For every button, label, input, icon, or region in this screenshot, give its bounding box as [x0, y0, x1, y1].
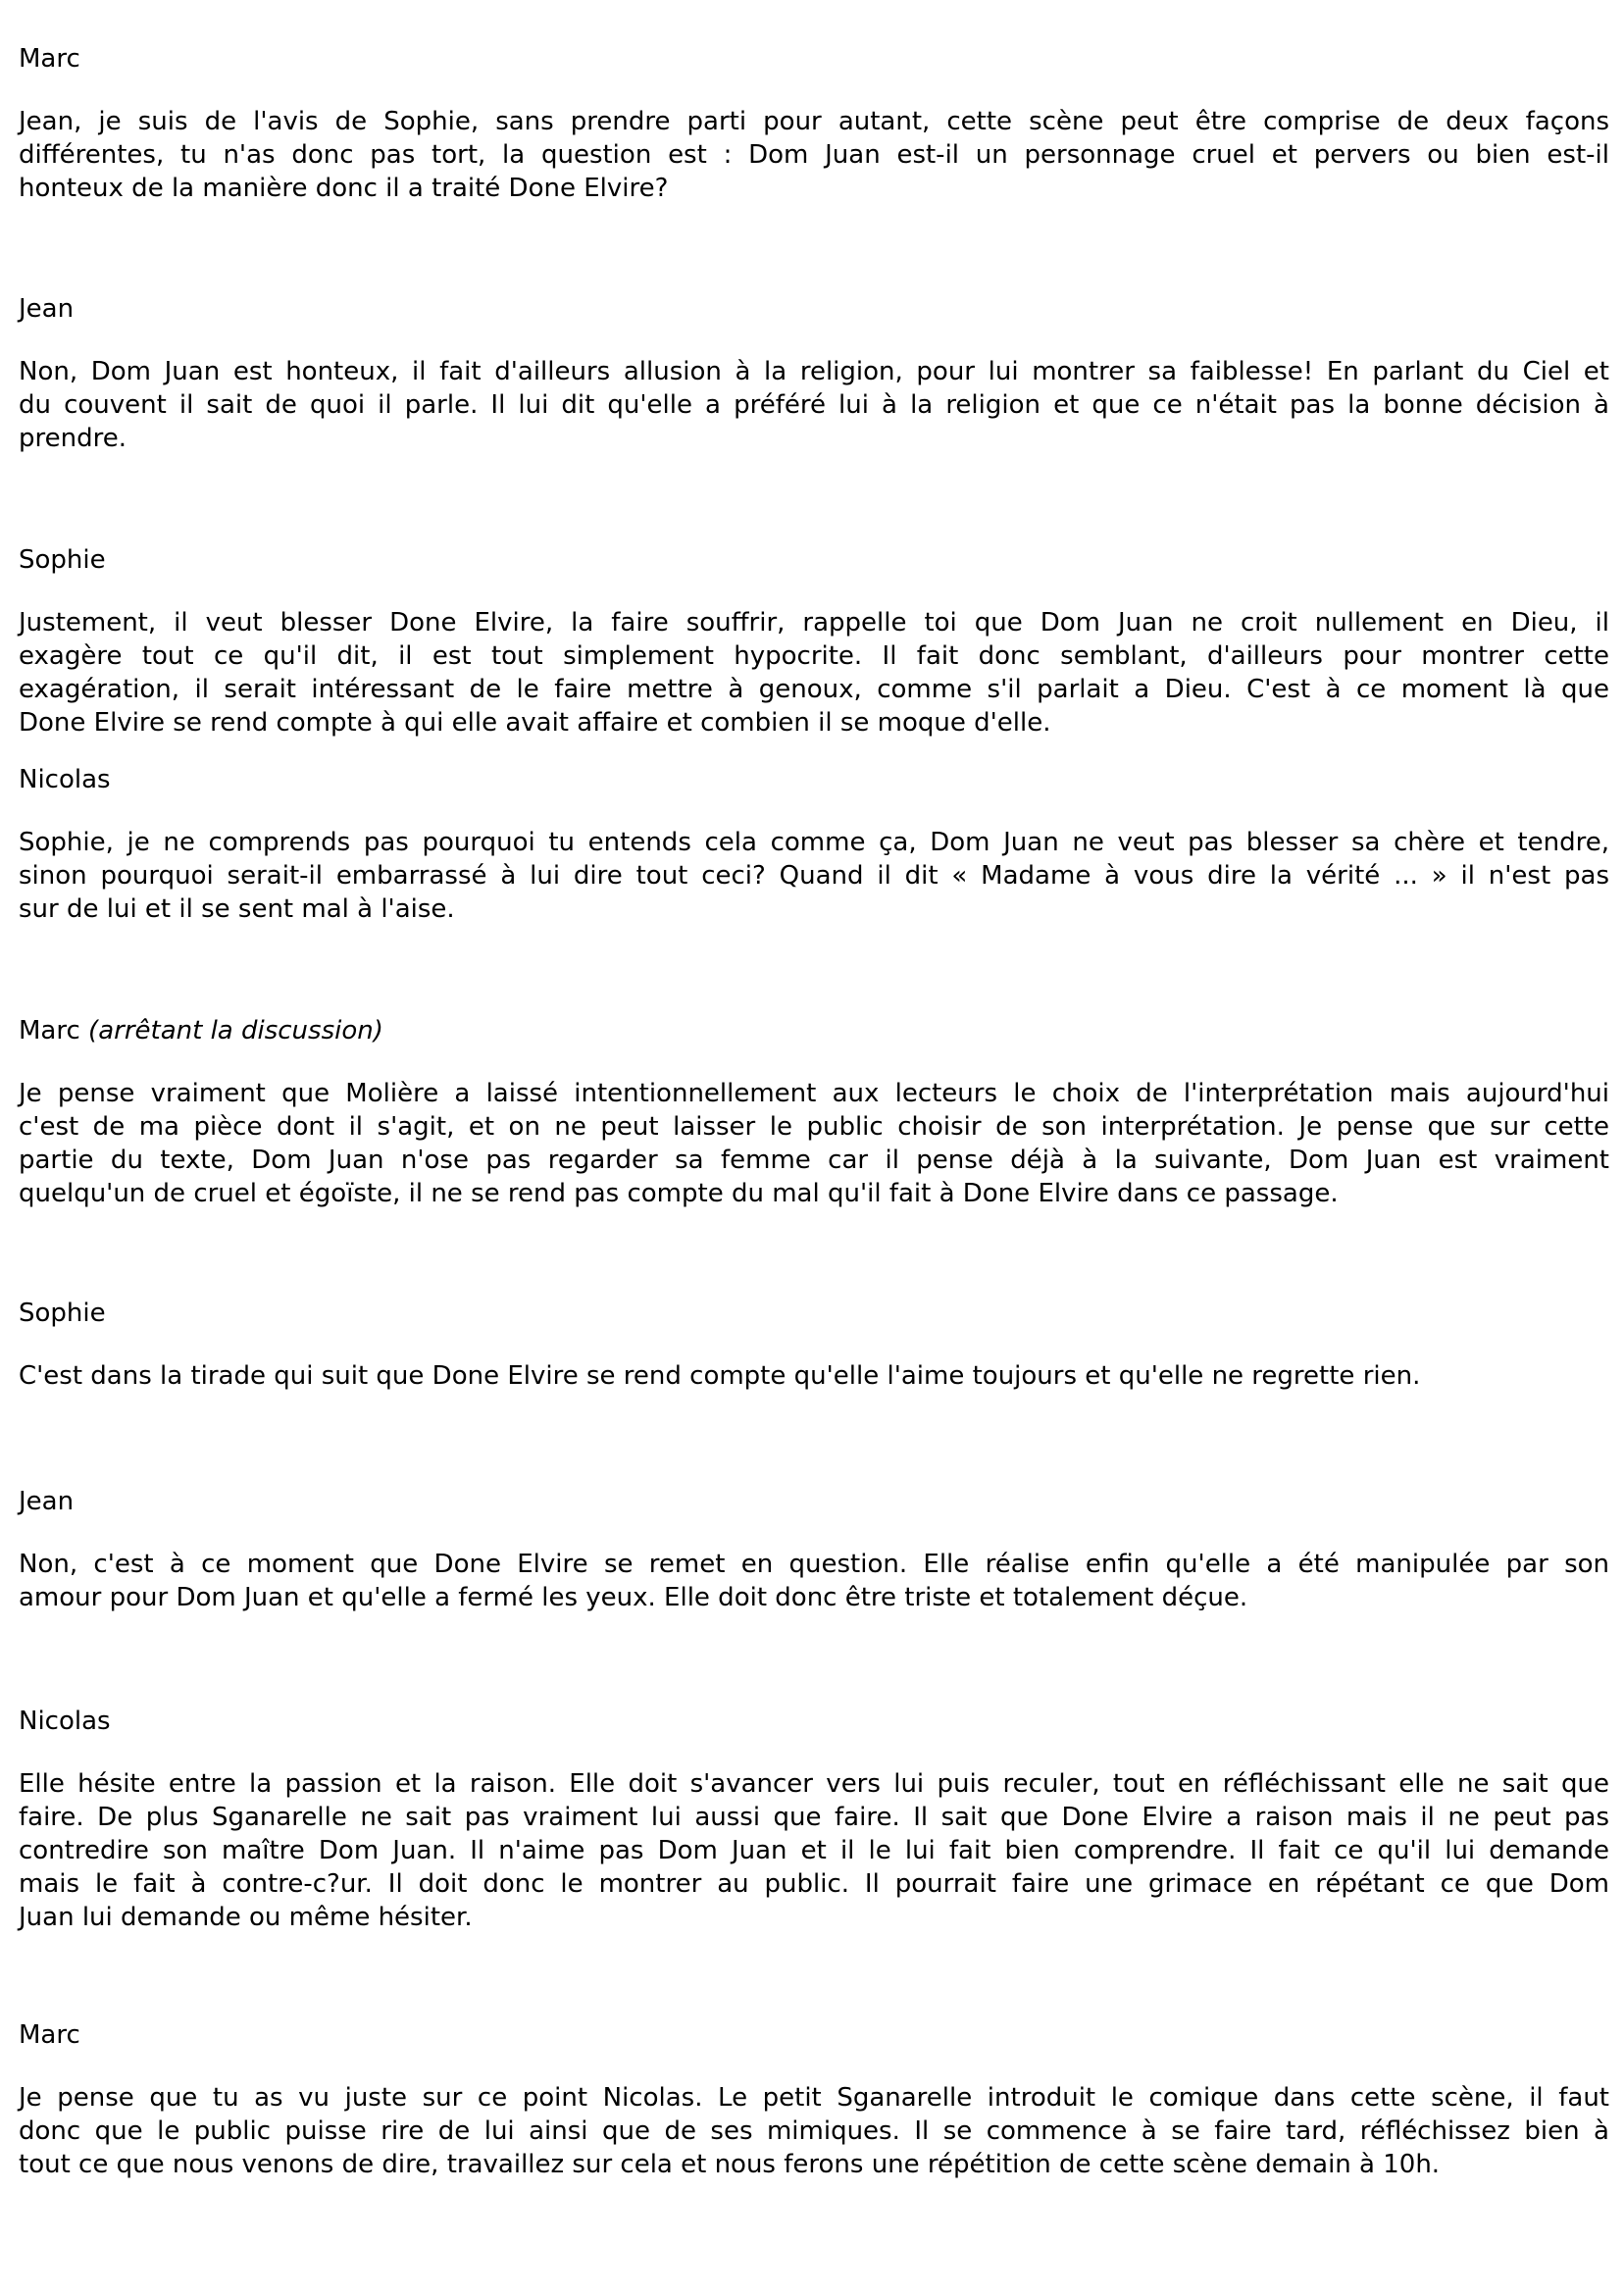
dialogue-paragraph	[19, 355, 1609, 455]
paragraph-line: mais le fait à contre-c?ur. Il doit donc le montrer au public. Il pourrait faire une grimace en répétant ce que Dom	[19, 1869, 1609, 1899]
dialogue-paragraph	[19, 1548, 1609, 1614]
dialogue-paragraph	[19, 1077, 1609, 1210]
paragraph-line: contredire son maître Dom Juan. Il n'aime pas Dom Juan et il le lui fait bien comprendre. Il fait ce qu'il lui demande	[19, 1836, 1609, 1865]
speaker-name: Sophie	[19, 1299, 106, 1328]
paragraph-line: Je pense vraiment que Molière a laissé intentionnellement aux lecteurs le choix de l'interprétation mais aujourd'hui	[19, 1079, 1609, 1108]
paragraph-line: prendre.	[19, 424, 127, 453]
paragraph-line: Jean, je suis de l'avis de Sophie, sans prendre parti pour autant, cette scène peut être comprise de deux façons	[19, 107, 1609, 136]
paragraph-line: Non, c'est à ce moment que Done Elvire se remet en question. Elle réalise enfin qu'elle a été manipulée par son	[19, 1550, 1609, 1579]
paragraph-line: honteux de la manière donc il a traité Done Elvire?	[19, 174, 669, 203]
paragraph-line: Sophie, je ne comprends pas pourquoi tu entends cela comme ça, Dom Juan ne veut pas blesser sa chère et tendre,	[19, 828, 1609, 857]
paragraph-line: tout ce que nous venons de dire, travaillez sur cela et nous ferons une répétition de cette scène demain à 10h.	[19, 2150, 1441, 2179]
speaker-name: Marc	[19, 44, 80, 74]
paragraph-line: exagération, il serait intéressant de le faire mettre à genoux, comme s'il parlait a Dieu. C'est à ce moment là que	[19, 675, 1609, 704]
speaker-name: Marc	[19, 2020, 80, 2050]
paragraph-line: différentes, tu n'as donc pas tort, la question est : Dom Juan est-il un personnage cruel et pervers ou bien est-il	[19, 140, 1609, 170]
paragraph-line: Elle hésite entre la passion et la raison. Elle doit s'avancer vers lui puis reculer, tout en réfléchissant elle ne sait que	[19, 1769, 1609, 1799]
paragraph-line: C'est dans la tirade qui suit que Done Elvire se rend compte qu'elle l'aime toujours et qu'elle ne regrette rien.	[19, 1361, 1421, 1391]
paragraph-line: partie du texte, Dom Juan n'ose pas regarder sa femme car il pense déjà à la suivante, Dom Juan est vraiment	[19, 1146, 1609, 1175]
paragraph-line: c'est de ma pièce dont il s'agit, et on ne peut laisser le public choisir de son interprétation. Je pense que sur cette	[19, 1112, 1609, 1142]
dialogue-paragraph	[19, 2081, 1609, 2181]
speaker-label: Marc	[19, 1016, 80, 1045]
dialogue-paragraph	[19, 826, 1609, 926]
paragraph-line: donc que le public puisse rire de lui ainsi que de ses mimiques. Il se commence à se faire tard, réfléchissez bien à	[19, 2116, 1609, 2146]
paragraph-line: Juan lui demande ou même hésiter.	[19, 1903, 473, 1932]
speaker-name: Jean	[19, 1487, 75, 1516]
paragraph-line: du couvent il sait de quoi il parle. Il lui dit qu'elle a préféré lui à la religion et que ce n'était pas la bonne décision à	[19, 390, 1609, 420]
speaker-name: Nicolas	[19, 1707, 111, 1736]
dialogue-paragraph	[19, 105, 1609, 205]
paragraph-line: Non, Dom Juan est honteux, il fait d'ailleurs allusion à la religion, pour lui montrer sa faiblesse! En parlant du Ciel et	[19, 357, 1609, 386]
paragraph-line: Je pense que tu as vu juste sur ce point Nicolas. Le petit Sganarelle introduit le comique dans cette scène, il faut	[19, 2083, 1609, 2113]
paragraph-line: faire. De plus Sganarelle ne sait pas vraiment lui aussi que faire. Il sait que Done Elvire a raison mais il ne peut pas	[19, 1803, 1609, 1832]
speaker-name: Jean	[19, 294, 75, 324]
paragraph-line: quelqu'un de cruel et égoïste, il ne se rend pas compte du mal qu'il fait à Done Elvire dans ce passage.	[19, 1179, 1339, 1208]
paragraph-line: amour pour Dom Juan et qu'elle a fermé les yeux. Elle doit donc être triste et totalement déçue.	[19, 1583, 1248, 1612]
paragraph-line: Justement, il veut blesser Done Elvire, la faire souffrir, rappelle toi que Dom Juan ne croit nullement en Dieu, il	[19, 608, 1609, 637]
speaker-name	[19, 1014, 383, 1047]
paragraph-line: sur de lui et il se sent mal à l'aise.	[19, 894, 455, 924]
dialogue-paragraph	[19, 1359, 1609, 1393]
speaker-name: Nicolas	[19, 765, 111, 794]
speaker-name: Sophie	[19, 545, 106, 575]
paragraph-line: Done Elvire se rend compte à qui elle avait affaire et combien il se moque d'elle.	[19, 708, 1051, 738]
dialogue-paragraph	[19, 1767, 1609, 1934]
dialogue-paragraph	[19, 606, 1609, 739]
paragraph-line: exagère tout ce qu'il dit, il est tout simplement hypocrite. Il fait donc semblant, d'ailleurs pour montrer cette	[19, 641, 1609, 671]
stage-direction: (arrêtant la discussion)	[88, 1016, 383, 1045]
paragraph-line: sinon pourquoi serait-il embarrassé à lui dire tout ceci? Quand il dit « Madame à vous dire la vérité ... » il n'est pas	[19, 861, 1609, 891]
